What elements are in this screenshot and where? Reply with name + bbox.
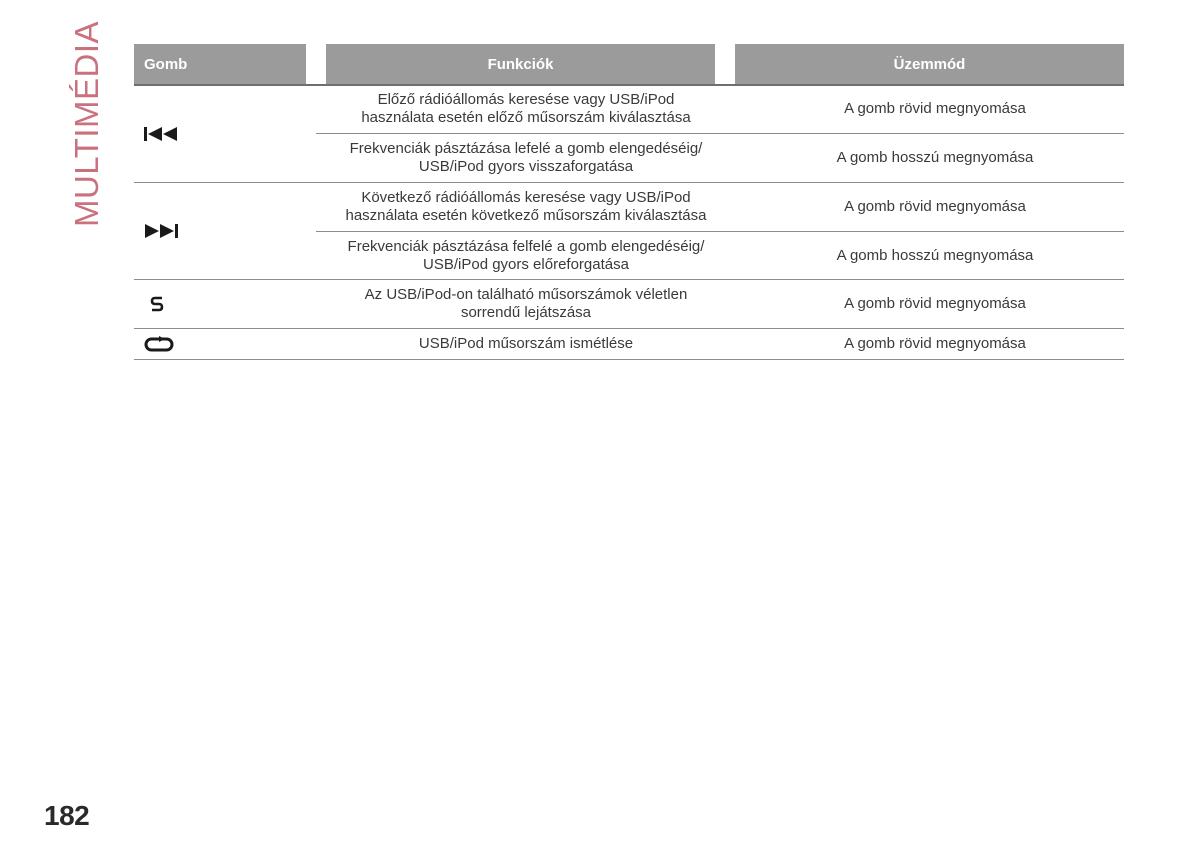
shuffle-icon bbox=[134, 280, 180, 328]
page-number: 182 bbox=[44, 800, 90, 831]
header-funkciok: Funkciók bbox=[326, 44, 715, 84]
mode-cell: A gomb hosszú megnyomása bbox=[836, 246, 1034, 264]
repeat-icon bbox=[134, 329, 184, 359]
table-bottom-line bbox=[134, 359, 1124, 360]
function-cell: Következő rádióállomás keresése vagy USB/iPod használata esetén következő műsorszám kiválasztása bbox=[345, 189, 707, 224]
function-cell: Frekvenciák pásztázása felfelé a gomb elengedéséig/ USB/iPod gyors előreforgatása bbox=[347, 237, 705, 273]
next-track-icon bbox=[134, 183, 188, 279]
function-cell: USB/iPod műsorszám ismétlése bbox=[418, 335, 634, 352]
mode-cell: A gomb hosszú megnyomása bbox=[836, 149, 1034, 166]
function-cell: Frekvenciák pásztázása lefelé a gomb elengedéséig/ USB/iPod gyors visszaforgatása bbox=[349, 140, 703, 175]
mode-cell: A gomb rövid megnyomása bbox=[844, 198, 1026, 215]
previous-track-icon bbox=[134, 86, 188, 182]
header-uzemmod: Üzemmód bbox=[735, 44, 1124, 84]
mode-cell: A gomb rövid megnyomása bbox=[844, 295, 1026, 312]
mode-cell: A gomb rövid megnyomása bbox=[844, 335, 1026, 352]
mode-cell: A gomb rövid megnyomása bbox=[844, 100, 1026, 117]
function-cell: Előző rádióállomás keresése vagy USB/iPod használata esetén előző műsorszám kiválasztása bbox=[361, 91, 691, 126]
function-cell: Az USB/iPod-on található műsorszámok véletlen sorrendű lejátszása bbox=[364, 286, 688, 321]
header-gomb: Gomb bbox=[134, 44, 306, 84]
section-title: MULTIMÉDIA bbox=[68, 20, 105, 228]
